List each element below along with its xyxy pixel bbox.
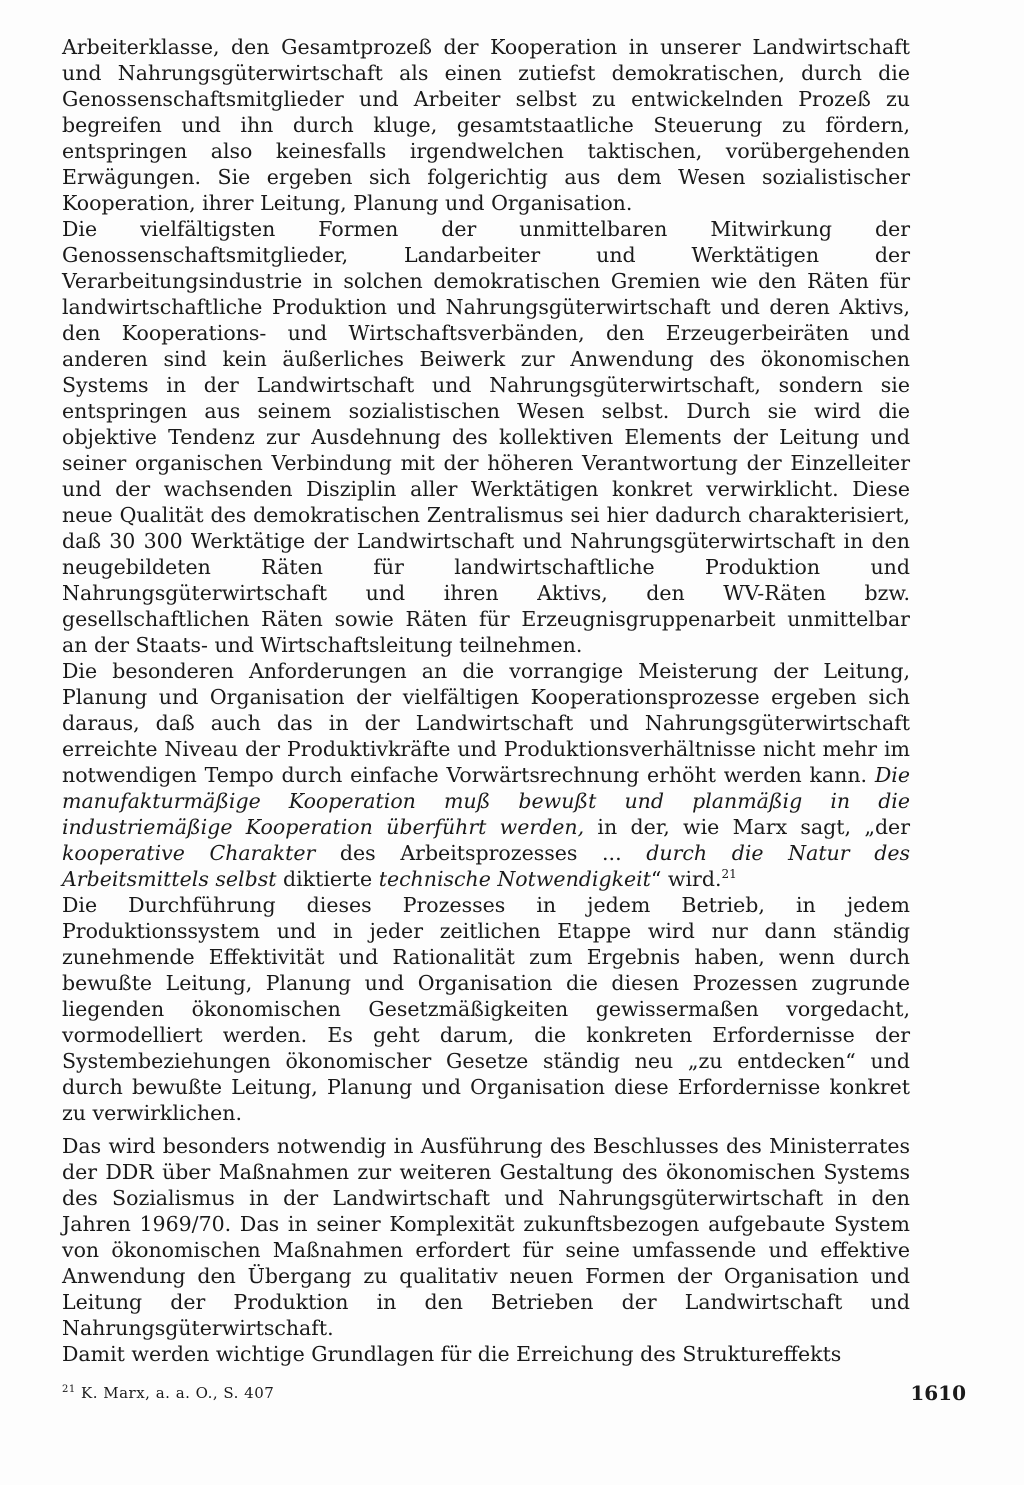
paragraph-3-text-5: “ wird. [650,867,722,891]
paragraph-2 [62,216,910,658]
body-text [62,34,910,1367]
footnote [62,1383,274,1403]
paragraph-3-emphasis-2: kooperative Charakter [62,841,316,865]
page-footer [62,1381,966,1409]
paragraph-3 [62,658,910,892]
paragraph-3-text-2: in der, wie Marx sagt, „der [584,815,910,839]
paragraph-4 [62,892,910,1126]
page-number: 1610 [910,1381,966,1405]
paragraph-3-text-4: diktierte [276,867,379,891]
paragraph-2-text: Die vielfältigsten Formen der unmittelbaren Mitwirkung der Genossenschaftsmitglieder, Landarbeiter und Werktätigen der Verarbeitungsindustrie in solchen demokratischen Gremien wie den Räten für landwirtschaftliche Produktion und Nahrungsgüterwirtschaft und deren Aktivs, den Kooperations- und Wirtschaftsverbänden, den Erzeugerbeiräten und anderen sind kein äußerliches Beiwerk zur Anwendung des ökonomischen Systems in der Landwirtschaft und Nahrungsgüterwirtschaft, sondern sie entspringen aus seinem sozialistischen Wesen selbst. Durch sie wird die objektive Tendenz zur Ausdehnung des kollektiven Elements der Leitung und seiner organischen Verbindung mit der höheren Verantwortung der Einzelleiter und der wachsenden Disziplin aller Werktätigen konkret verwirklicht. Diese neue Qualität des demokratischen Zentralismus sei hier dadurch charakterisiert, daß 30 300 Werktätige der Landwirtschaft und Nahrungsgüterwirtschaft in den neugebildeten Räten für landwirtschaftliche Produktion und Nahrungsgüterwirtschaft und ihren Aktivs, den WV-Räten bzw. gesellschaftlichen Räten sowie Räten für Erzeugnisgruppenarbeit unmittelbar an der Staats- und Wirtschaftsleitung teilnehmen. [62,217,910,657]
paragraph-3-text-3: des Arbeitsprozesses ... [315,841,647,865]
paragraph-3-emphasis-1: Die manufakturmäßige Kooperation muß bewußt und planmäßig in die industriemäßige Kooperation überführt werden, [62,763,910,839]
footnote-reference: 21 [721,867,737,882]
paragraph-3-text-1: Die besonderen Anforderungen an die vorrangige Meisterung der Leitung, Planung und Organisation der vielfältigen Kooperationsprozesse ergeben sich daraus, daß auch das in der Landwirtschaft und Nahrungsgüterwirtschaft erreichte Niveau der Produktivkräfte und Produktionsverhältnisse nicht mehr im notwendigen Tempo durch einfache Vorwärtsrechnung erhöht werden kann. [62,659,910,787]
paragraph-3-emphasis-3: durch die Natur des Arbeitsmittels selbst [62,841,910,891]
paragraph-4-text: Die Durchführung dieses Prozesses in jedem Betrieb, in jedem Produktionssystem und in jeder zeitlichen Etappe wird nur dann ständig zunehmende Effektivität und Rationalität zum Ergebnis haben, wenn durch bewußte Leitung, Planung und Organisation die diesen Prozessen zugrunde liegenden ökonomischen Gesetzmäßigkeiten gewissermaßen vorgedacht, vormodelliert werden. Es geht darum, die konkreten Erfordernisse der Systembeziehungen ökonomischer Gesetze ständig neu „zu entdecken“ und durch bewußte Leitung, Planung und Organisation diese Erfordernisse konkret zu verwirklichen. [62,893,910,1125]
paragraph-3-emphasis-4: technische Notwendigkeit [378,867,651,891]
paragraph-1 [62,34,910,216]
paragraph-5-text: Das wird besonders notwendig in Ausführung des Beschlusses des Ministerrates der DDR über Maßnahmen zur weiteren Gestaltung des ökonomischen Systems des Sozialismus in der Landwirtschaft und Nahrungsgüterwirtschaft in den Jahren 1969/70. Das in seiner Komplexität zukunftsbezogen aufgebaute System von ökonomischen Maßnahmen erfordert für seine umfassende und effektive Anwendung den Übergang zu qualitativ neuen Formen der Organisation und Leitung der Produktion in den Betrieben der Landwirtschaft und Nahrungsgüterwirtschaft. [62,1134,910,1340]
footnote-text: K. Marx, a. a. O., S. 407 [75,1384,275,1402]
paragraph-1-text: Arbeiterklasse, den Gesamtprozeß der Kooperation in unserer Landwirtschaft und Nahrungsgüterwirtschaft als einen zutiefst demokratischen, durch die Genossenschaftsmitglieder und Arbeiter selbst zu entwickelnden Prozeß zu begreifen und ihn durch kluge, gesamtstaatliche Steuerung zu fördern, entspringen also keinesfalls irgendwelchen taktischen, vorübergehenden Erwägungen. Sie ergeben sich folgerichtig aus dem Wesen sozialistischer Kooperation, ihrer Leitung, Planung und Organisation. [62,35,910,215]
footnote-marker: 21 [62,1384,76,1395]
paragraph-5 [62,1133,910,1341]
paragraph-6-text: Damit werden wichtige Grundlagen für die Erreichung des Struktureffekts [62,1342,842,1366]
paragraph-6 [62,1341,910,1367]
